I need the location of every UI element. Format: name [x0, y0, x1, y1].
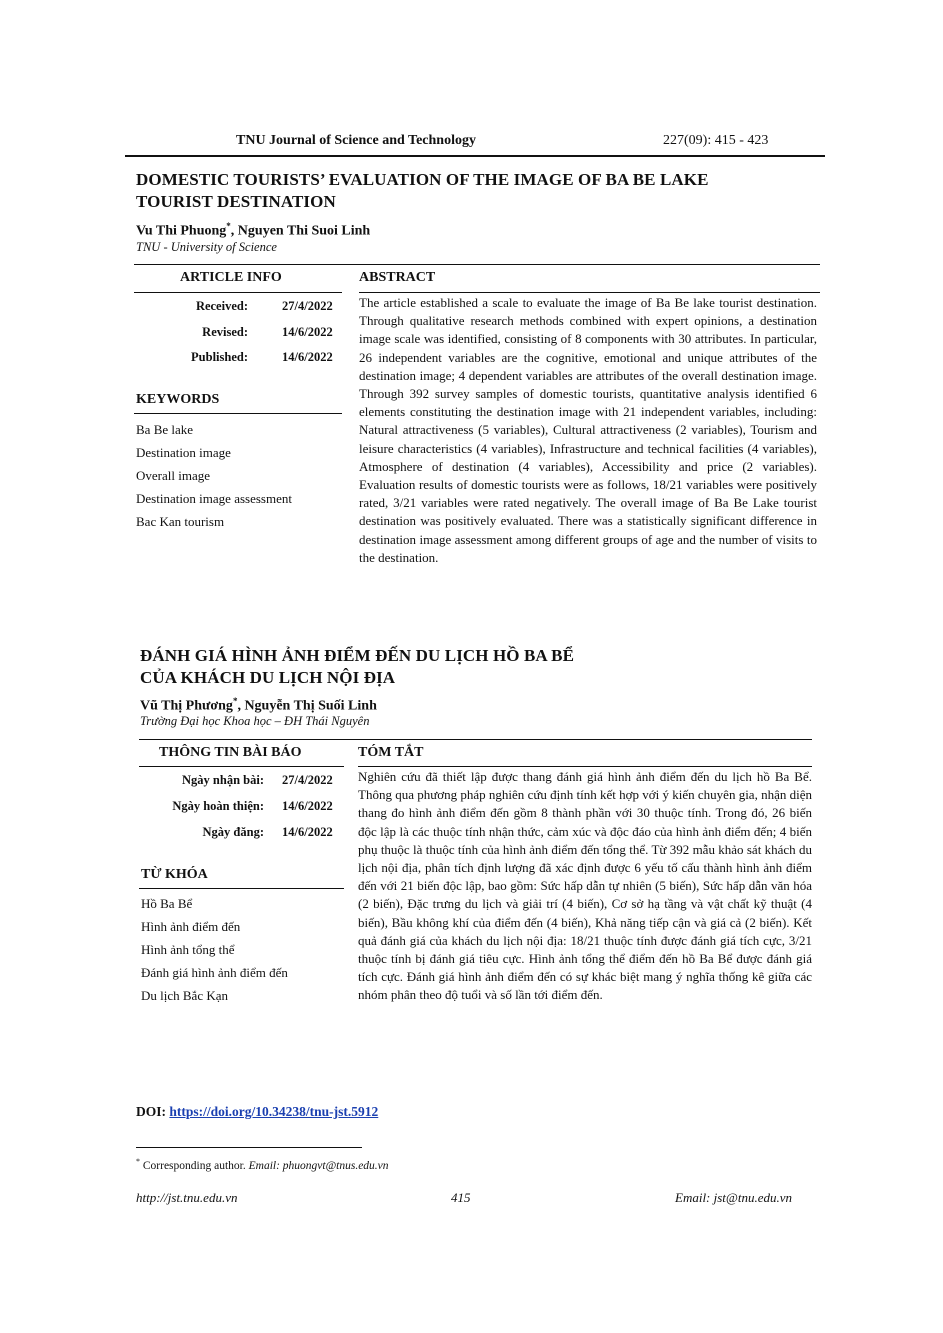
author-2: , Nguyễn Thị Suối Linh	[237, 698, 377, 714]
keyword: Hình ảnh điểm đến	[141, 919, 241, 934]
keywords-rule-vi	[139, 888, 344, 889]
article-info-heading-vi: THÔNG TIN BÀI BÁO	[159, 745, 302, 760]
keyword: Destination image assessment	[136, 491, 292, 506]
corresponding-email[interactable]: Email: phuongvt@tnus.edu.vn	[248, 1159, 389, 1172]
title-en-line2: TOURIST DESTINATION	[136, 192, 336, 211]
abstract-rule-vi	[358, 766, 812, 767]
article-info-heading-en: ARTICLE INFO	[180, 270, 282, 285]
keyword: Du lịch Bắc Kạn	[141, 988, 229, 1003]
footnote-rule	[136, 1147, 362, 1148]
author-1: Vũ Thị Phương	[140, 698, 233, 714]
info-rule-vi	[139, 766, 344, 767]
info-rule-en	[134, 292, 342, 293]
abstract-vi: Nghiên cứu đã thiết lập được thang đánh giá hình ảnh điểm đến du lịch hồ Ba Bể. Thông qua phương pháp nghiên cứu định tính kết hợp với ý kiến chuyên gia, nhận diện thang đo hình ảnh điểm đến gồm 8 thành phần với 30 thuộc tính. Trong đó, 26 biến độc lập là các thuộc tính nhận thức, cảm xúc và độc đáo của hình ảnh điểm đến; 4 biến phụ thuộc là thuộc tính của hình ảnh điểm đến tổng thể. Từ 392 mẫu khảo sát khách du lịch nội địa, phân tích định lượng đã xác định được 6 yếu tố cấu thành hình ảnh điểm đến với 21 biến độc lập, bao gồm: Sức hấp dẫn tự nhiên (5 biến), Sức hấp dẫn văn hóa (2 biến), Đặc trưng du lịch và giải trí (4 biến), Cơ sở hạ tầng và vật chất kỹ thuật (4 biến), Bầu không khí của điểm đến (4 biến), Khả năng tiếp cận và giá cả (2 biến). Kết quả đánh giá của khách du lịch nội địa: 18/21 thuộc tính được đánh giá tích cực, 3/21 thuộc tính bị đánh giá tiêu cực. Hình ảnh tổng thể điểm đến hồ Ba Bể được đánh giá tích cực. Đánh giá hình ảnh điểm đến có sự khác biệt mang ý nghĩa thống kê giữa các nhóm phân theo độ tuổi và số lần tới điểm đến.	[358, 769, 812, 1003]
title-vi-line1: ĐÁNH GIÁ HÌNH ẢNH ĐIỂM ĐẾN DU LỊCH HỒ BA BỂ	[140, 646, 575, 665]
footer-url[interactable]: http://jst.tnu.edu.vn	[136, 1190, 238, 1205]
keywords-list-vi	[141, 892, 288, 1007]
footnote: * Corresponding author. Email: phuongvt@tnus.edu.vn	[136, 1157, 389, 1172]
abstract-rule-en	[359, 292, 820, 293]
authors-en	[136, 221, 370, 240]
abstract-en: The article established a scale to evaluate the image of Ba Be lake tourist destination. Through qualitative research methods combined with expert opinions, a destination image scale was identified, consisting of 8 components with 30 attributes. In particular, 26 independent variables are the cognitive, emotional and unique attributes of the destination image; 4 dependent variables are attributes of the overall destination image. Through 392 survey samples of domestic tourists, quantitative analysis identified 6 elements constituting the destination image with 21 independent variables, including: Natural attractiveness (5 variables), Cultural attractiveness (2 variables), Tourism and leisure characteristics (4 variables), Infrastructure and technical facilities (4 variables), Atmosphere of destination (4 variables), Accessibility and price (2 variables). Evaluation results of domestic tourists were as follows, 18/21 variables were positively rated, 3/21 variables were rated negatively. The overall image of Ba Be Lake tourist destination was positively evaluated. There was a statistically significant difference in destination image assessment among different groups of age and the number of visits to the destination.	[359, 295, 817, 565]
date-row-revised: Ngày hoàn thiện: 14/6/2022	[172, 799, 333, 813]
date-row-received: Ngày nhận bài: 27/4/2022	[182, 773, 333, 787]
author-1: Vu Thi Phuong	[136, 223, 227, 239]
corresponding-mark: *	[232, 696, 238, 706]
doi-link[interactable]: https://doi.org/10.34238/tnu-jst.5912	[169, 1104, 379, 1119]
footer-email[interactable]: Email: jst@tnu.edu.vn	[675, 1190, 793, 1205]
issue-number: 227(09): 415 - 423	[663, 133, 769, 148]
author-2: , Nguyen Thi Suoi Linh	[230, 223, 371, 239]
header-rule	[125, 155, 825, 157]
keyword: Bac Kan tourism	[136, 514, 225, 529]
authors-vi	[140, 696, 377, 715]
keyword: Hình ảnh tổng thể	[141, 942, 235, 957]
keyword: Ba Be lake	[136, 422, 194, 437]
table-rule-top-vi	[139, 739, 812, 740]
table-rule-top-en	[134, 264, 820, 265]
keywords-rule-en	[134, 413, 342, 414]
affiliation-vi: Trường Đại học Khoa học – ĐH Thái Nguyên	[140, 714, 370, 728]
date-row-published: Published: 14/6/2022	[191, 350, 333, 364]
keywords-heading-vi: TỪ KHÓA	[141, 867, 208, 882]
keyword: Overall image	[136, 468, 210, 483]
doi: DOI: https://doi.org/10.34238/tnu-jst.5912	[136, 1104, 379, 1119]
date-row-received: Received: 27/4/2022	[195, 299, 333, 313]
keywords-list-en	[136, 418, 292, 533]
journal-name: TNU Journal of Science and Technology	[236, 133, 476, 148]
corresponding-mark: *	[226, 221, 231, 231]
keywords-heading-en: KEYWORDS	[136, 392, 220, 407]
date-row-revised: Revised: 14/6/2022	[202, 324, 333, 339]
abstract-heading-en: ABSTRACT	[359, 270, 436, 285]
date-row-published: Ngày đăng: 14/6/2022	[202, 825, 333, 839]
page-number: 415	[451, 1190, 471, 1205]
title-en-line1: DOMESTIC TOURISTS’ EVALUATION OF THE IMAGE OF BA BE LAKE	[136, 170, 709, 189]
abstract-heading-vi: TÓM TẮT	[358, 745, 424, 760]
title-vi-line2: CỦA KHÁCH DU LỊCH NỘI ĐỊA	[140, 668, 396, 687]
dates-en	[134, 299, 344, 376]
dates-vi	[139, 773, 349, 851]
keyword: Đánh giá hình ảnh điểm đến	[141, 965, 288, 980]
affiliation-en: TNU - University of Science	[136, 240, 277, 254]
keyword: Hồ Ba Bể	[141, 896, 193, 911]
keyword: Destination image	[136, 445, 231, 460]
